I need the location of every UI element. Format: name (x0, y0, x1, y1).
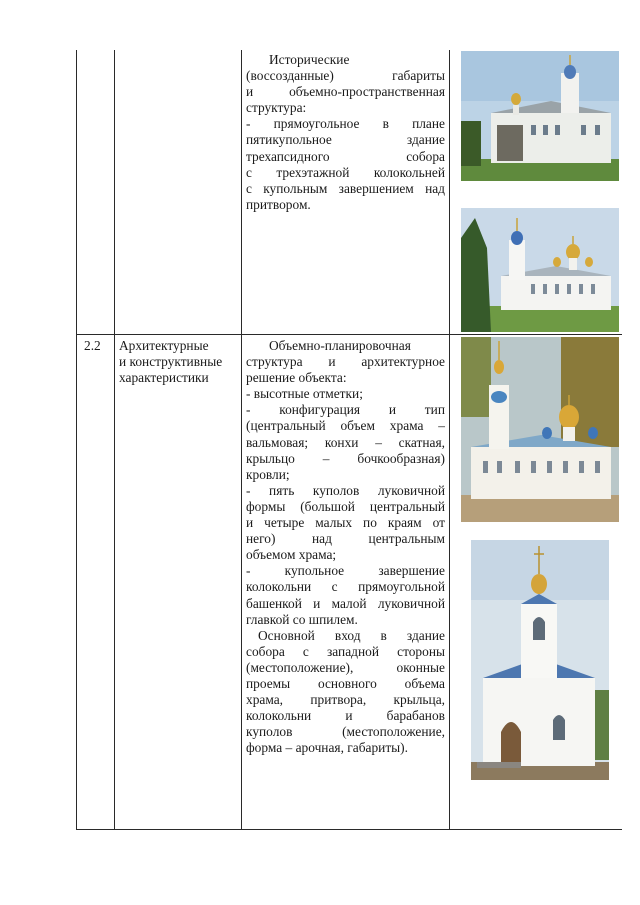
row2-name (119, 338, 239, 386)
row2-desc-line: форма – арочная, габариты). (246, 740, 408, 756)
row2-desc-line: куполов (местоположение, (246, 724, 445, 740)
row2-desc-line: - купольное завершение (246, 563, 445, 579)
church-photo-2 (461, 208, 619, 332)
row2-desc-line: (центральный объем храма – (246, 418, 445, 434)
row2-desc-line: него) над центральным (246, 531, 445, 547)
row1-description (246, 52, 445, 213)
row2-desc-line: решение объекта: (246, 370, 347, 386)
church-photo-1 (461, 51, 619, 181)
table-column-divider-1 (114, 50, 115, 830)
row2-desc-line: Объемно-планировочная (269, 338, 411, 353)
row2-desc-line: собора с западной стороны (246, 643, 445, 659)
row2-desc-line: колокольни с прямоугольной (246, 579, 445, 595)
row2-desc-line: проемы основного объема (246, 675, 445, 691)
table-column-divider-3 (449, 50, 450, 830)
row1-desc-line: притвором. (246, 196, 311, 212)
row2-desc-line: - пять куполов луковичной (246, 482, 445, 498)
row1-desc-line: с трехэтажной колокольней (246, 164, 445, 180)
row2-desc-line: - высотные отметки; (246, 386, 363, 402)
row2-desc-line: вальмовая; конхи – скатная, (246, 434, 445, 450)
table-left-border (76, 50, 77, 830)
row1-desc-line: и объемно-пространственная (246, 84, 445, 100)
row2-desc-line: формы (большой центральный (246, 498, 445, 514)
row2-desc-line: главкой со шпилем. (246, 611, 358, 627)
row2-desc-line: крыльцо – бочкообразная) (246, 450, 445, 466)
row1-desc-line: пятикупольное здание (246, 132, 445, 148)
table-column-divider-2 (241, 50, 242, 830)
row1-desc-line: с купольным завершением над (246, 180, 445, 196)
table-bottom-border (76, 829, 622, 830)
row1-desc-line: трехапсидного собора (246, 148, 445, 164)
row2-desc-line: (местоположение), оконные (246, 659, 445, 675)
row2-desc-line: колокольни и барабанов (246, 708, 445, 724)
row1-desc-line: (воссозданные) габариты (246, 68, 445, 84)
row2-number: 2.2 (84, 338, 101, 353)
row2-name-line: и конструктивные (119, 354, 223, 370)
row2-desc-line: храма, притвора, крыльца, (246, 692, 445, 708)
church-photo-3 (461, 337, 619, 522)
row2-desc-line: кровли; (246, 466, 290, 482)
row1-desc-line: Исторические (269, 52, 350, 67)
row2-desc-line: - конфигурация и тип (246, 402, 445, 418)
row2-desc-line: Основной вход в здание (258, 627, 445, 643)
row1-desc-line: - прямоугольное в плане (246, 116, 445, 132)
row2-desc-line: структура и архитектурное (246, 354, 445, 370)
row2-desc-line: башенкой и малой луковичной (246, 595, 445, 611)
table-row-divider (76, 334, 622, 335)
row2-name-line: характеристики (119, 370, 209, 386)
row2-desc-line: и четыре малых по краям от (246, 515, 445, 531)
row2-description (246, 338, 445, 756)
row1-desc-line: структура: (246, 100, 307, 116)
church-photo-4 (471, 540, 609, 780)
row2-name-line: Архитектурные (119, 338, 209, 353)
row2-desc-line: объемом храма; (246, 547, 337, 563)
